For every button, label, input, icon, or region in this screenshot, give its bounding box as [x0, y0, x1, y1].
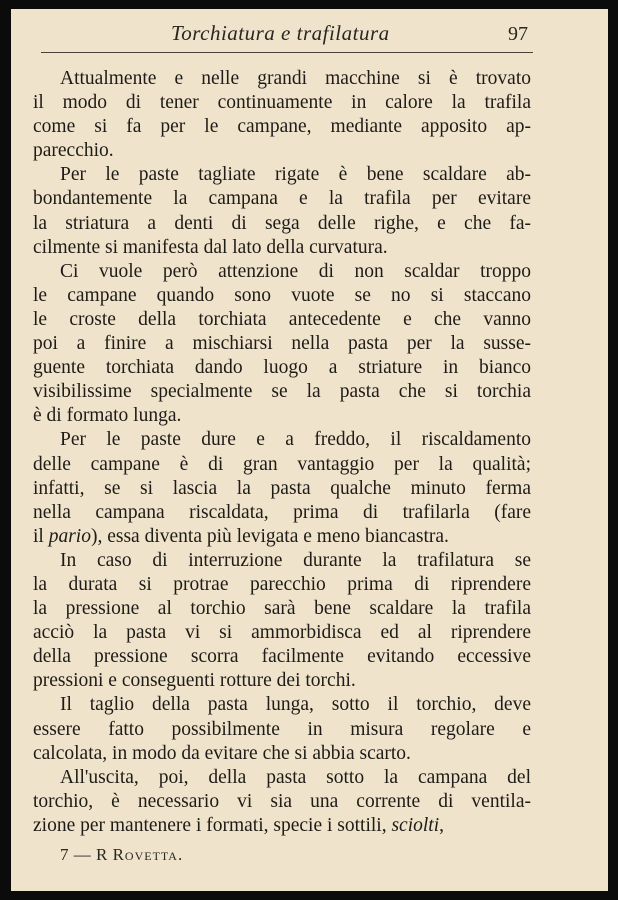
text-line: essere fatto possibilmente in misura regolare e	[33, 718, 531, 740]
text-run: ,	[439, 814, 445, 836]
text-run: il	[33, 525, 49, 547]
text-line: guente torchiata dando luogo a striature in bianco	[33, 357, 531, 379]
text-line: come si fa per le campane, mediante apposito ap-	[33, 116, 531, 138]
text-line: è di formato lunga.	[33, 405, 182, 427]
text-line: Per le paste tagliate rigate è bene scaldare ab-	[60, 164, 531, 186]
text-line: poi a finire a mischiarsi nella pasta per la susse-	[33, 333, 531, 355]
italic-term: sciolti	[391, 814, 440, 836]
text-line: le campane quando sono vuote se no si staccano	[33, 284, 531, 306]
text-line: visibilissime specialmente se la pasta che si torchia	[33, 381, 531, 403]
paragraph	[33, 67, 531, 163]
text-line: Il taglio della pasta lunga, sotto il torchio, deve	[60, 694, 531, 716]
text-line: Per le paste dure e a freddo, il riscaldamento	[60, 429, 531, 451]
signature-number: 7 — R	[60, 845, 108, 864]
header-rule	[41, 52, 533, 53]
text-line: la pressione al torchio sarà bene scaldare la trafila	[33, 598, 531, 620]
text-line: torchio, è necessario vi sia una corrente di ventila-	[33, 790, 531, 812]
paragraph	[33, 549, 531, 694]
running-title: Torchiatura e trafilatura	[171, 21, 390, 45]
text-line: le croste della torchiata antecedente e che vanno	[33, 308, 531, 330]
text-line: bondantemente la campana e la trafila per evitare	[33, 188, 531, 210]
text-line	[33, 525, 531, 549]
text-line: nella campana riscaldata, prima di trafilarla (fare	[33, 501, 531, 523]
text-line: Ci vuole però attenzione di non scaldar troppo	[60, 260, 531, 282]
signature-mark	[60, 845, 183, 865]
text-line: pressioni e conseguenti rotture dei torchi.	[33, 670, 356, 692]
text-line	[33, 814, 531, 838]
page-number: 97	[508, 23, 528, 45]
text-line: acciò la pasta vi si ammorbidisca ed al riprendere	[33, 622, 531, 644]
book-page	[11, 9, 608, 891]
text-line: delle campane è di gran vantaggio per la qualità;	[33, 453, 531, 475]
text-line: il modo di tener continuamente in calore la trafila	[33, 92, 531, 114]
signature-author: Rovetta.	[112, 845, 184, 864]
text-line: parecchio.	[33, 140, 114, 162]
paragraph	[33, 163, 531, 259]
italic-term: pario	[48, 525, 91, 547]
paragraph	[33, 428, 531, 548]
text-line: la striatura a denti di sega delle righe, e che fa-	[33, 212, 531, 234]
paragraph	[33, 693, 531, 765]
text-line: Attualmente e nelle grandi macchine si è trovato	[60, 68, 531, 89]
text-line: All'uscita, poi, della pasta sotto la campana del	[60, 766, 531, 788]
text-line: cilmente si manifesta dal lato della curvatura.	[33, 236, 388, 258]
text-run: ), essa diventa più levigata e meno biancastra.	[90, 525, 449, 547]
text-line: la durata si protrae parecchio prima di riprendere	[33, 573, 531, 595]
text-line: della pressione scorra facilmente evitando eccessive	[33, 646, 531, 668]
paragraph	[33, 766, 531, 838]
text-line: In caso di interruzione durante la trafilatura se	[60, 549, 531, 571]
text-run: zione per mantenere i formati, specie i sottili,	[33, 814, 392, 836]
page-header	[11, 21, 608, 47]
text-line: calcolata, in modo da evitare che si abbia scarto.	[33, 742, 411, 764]
text-line: infatti, se si lascia la pasta qualche minuto ferma	[33, 477, 531, 499]
paragraph	[33, 260, 531, 429]
body-text	[33, 67, 531, 838]
